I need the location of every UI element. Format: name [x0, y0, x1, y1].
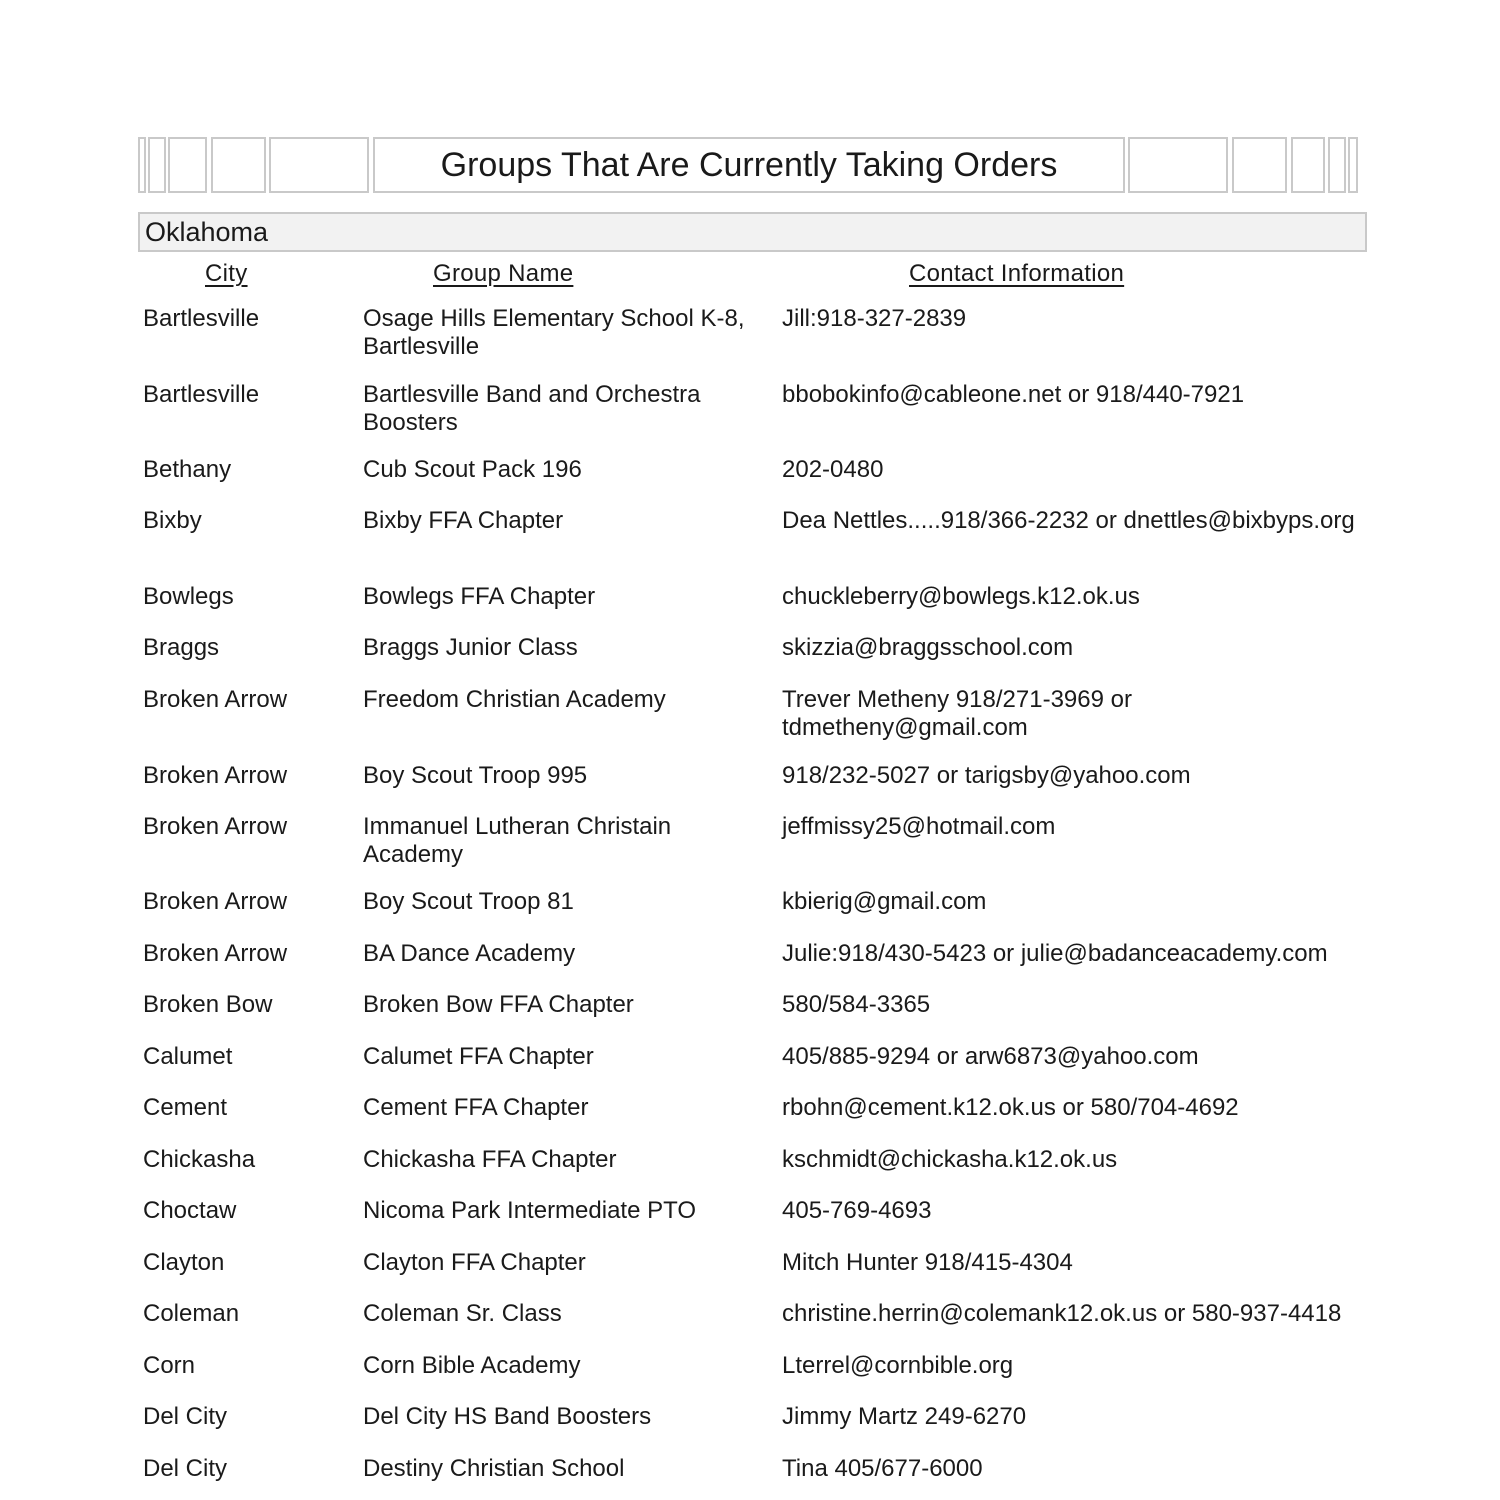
group-name-cell: Bartlesville Band and Orchestra Boosters	[363, 381, 701, 436]
group-name-cell: Osage Hills Elementary School K-8, Bartlesville	[363, 305, 745, 360]
contact-cell: kschmidt@chickasha.k12.ok.us	[782, 1146, 1118, 1173]
group-name-cell: Corn Bible Academy	[363, 1352, 581, 1379]
group-name-cell: Coleman Sr. Class	[363, 1300, 562, 1327]
group-name-cell: Cement FFA Chapter	[363, 1094, 589, 1121]
group-name-cell: Calumet FFA Chapter	[363, 1043, 594, 1070]
title-frame-segment	[138, 137, 146, 193]
group-name-cell: Immanuel Lutheran Christain Academy	[363, 813, 672, 868]
group-name-cell: Del City HS Band Boosters	[363, 1403, 652, 1430]
title-frame-segment	[168, 137, 207, 193]
city-cell: Clayton	[143, 1249, 225, 1276]
page-title: Groups That Are Currently Taking Orders	[373, 137, 1125, 193]
contact-cell: rbohn@cement.k12.ok.us or 580/704-4692	[782, 1094, 1239, 1121]
group-name-cell: BA Dance Academy	[363, 940, 576, 967]
city-cell: Broken Arrow	[143, 762, 288, 789]
group-name-cell: Chickasha FFA Chapter	[363, 1146, 617, 1173]
group-name-cell: Nicoma Park Intermediate PTO	[363, 1197, 697, 1224]
title-frame-segment	[1348, 137, 1358, 193]
city-cell: Bartlesville	[143, 305, 260, 332]
group-name-cell: Braggs Junior Class	[363, 634, 578, 661]
column-header-group-name: Group Name	[433, 260, 574, 287]
contact-cell: Tina 405/677-6000	[782, 1455, 983, 1482]
contact-cell: 405-769-4693	[782, 1197, 932, 1224]
title-frame-segment	[1291, 137, 1325, 193]
city-cell: Bowlegs	[143, 583, 234, 610]
contact-cell: jeffmissy25@hotmail.com	[782, 813, 1056, 840]
group-name-cell: Bowlegs FFA Chapter	[363, 583, 596, 610]
city-cell: Bethany	[143, 456, 232, 483]
city-cell: Del City	[143, 1403, 228, 1430]
group-name-cell: Boy Scout Troop 995	[363, 762, 588, 789]
city-cell: Bartlesville	[143, 381, 260, 408]
group-name-cell: Cub Scout Pack 196	[363, 456, 582, 483]
group-name-cell: Clayton FFA Chapter	[363, 1249, 586, 1276]
group-name-cell: Destiny Christian School	[363, 1455, 625, 1482]
city-cell: Braggs	[143, 634, 220, 661]
contact-cell: Jimmy Martz 249-6270	[782, 1403, 1027, 1430]
contact-cell: Mitch Hunter 918/415-4304	[782, 1249, 1073, 1276]
group-name-cell: Boy Scout Troop 81	[363, 888, 574, 915]
title-frame-segment	[211, 137, 266, 193]
contact-cell: Julie:918/430-5423 or julie@badanceacademy.com	[782, 940, 1328, 967]
city-cell: Calumet	[143, 1043, 233, 1070]
contact-cell: skizzia@braggsschool.com	[782, 634, 1074, 661]
contact-cell: Dea Nettles.....918/366-2232 or dnettles@bixbyps.org	[782, 507, 1355, 534]
city-cell: Coleman	[143, 1300, 240, 1327]
contact-cell: kbierig@gmail.com	[782, 888, 987, 915]
city-cell: Chickasha	[143, 1146, 256, 1173]
city-cell: Broken Arrow	[143, 940, 288, 967]
column-header-city: City	[205, 260, 248, 287]
city-cell: Choctaw	[143, 1197, 237, 1224]
section-header-oklahoma: Oklahoma	[138, 212, 1367, 252]
city-cell: Broken Arrow	[143, 888, 288, 915]
contact-cell: bbobokinfo@cableone.net or 918/440-7921	[782, 381, 1245, 408]
group-name-cell: Freedom Christian Academy	[363, 686, 666, 713]
contact-cell: christine.herrin@colemank12.ok.us or 580-937-4418	[782, 1300, 1342, 1327]
contact-cell: 405/885-9294 or arw6873@yahoo.com	[782, 1043, 1199, 1070]
contact-cell: 918/232-5027 or tarigsby@yahoo.com	[782, 762, 1191, 789]
contact-cell: chuckleberry@bowlegs.k12.ok.us	[782, 583, 1140, 610]
city-cell: Corn	[143, 1352, 196, 1379]
title-frame-segment	[1128, 137, 1228, 193]
title-frame-segment	[148, 137, 166, 193]
title-frame-segment	[1328, 137, 1346, 193]
contact-cell: 202-0480	[782, 456, 884, 483]
contact-cell: 580/584-3365	[782, 991, 931, 1018]
city-cell: Broken Bow	[143, 991, 273, 1018]
group-name-cell: Broken Bow FFA Chapter	[363, 991, 634, 1018]
title-frame-segment	[1232, 137, 1287, 193]
city-cell: Del City	[143, 1455, 228, 1482]
contact-cell: Jill:918-327-2839	[782, 305, 967, 332]
city-cell: Cement	[143, 1094, 228, 1121]
city-cell: Broken Arrow	[143, 686, 288, 713]
contact-cell: Lterrel@cornbible.org	[782, 1352, 1014, 1379]
group-name-cell: Bixby FFA Chapter	[363, 507, 564, 534]
column-header-contact-information: Contact Information	[909, 260, 1125, 287]
city-cell: Bixby	[143, 507, 202, 534]
city-cell: Broken Arrow	[143, 813, 288, 840]
title-frame-segment	[269, 137, 369, 193]
title-bar	[138, 137, 1362, 193]
contact-cell: Trever Metheny 918/271-3969 or tdmetheny@gmail.com	[782, 686, 1132, 741]
